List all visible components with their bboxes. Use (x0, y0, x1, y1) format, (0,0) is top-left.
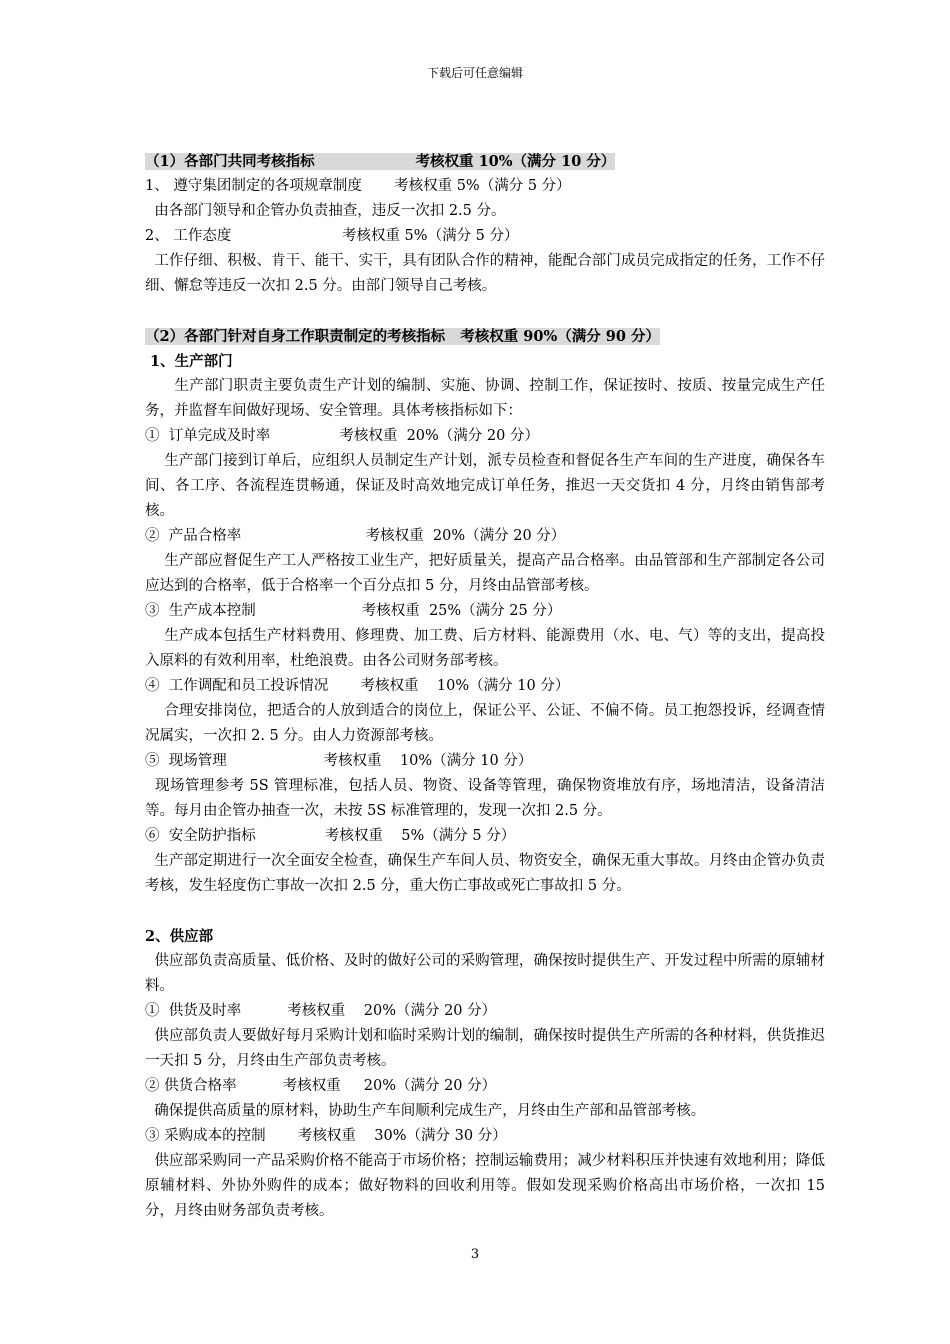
dept-2-item-2: ② 供货合格率 考核权重 20%（满分 20 分） (145, 1078, 497, 1094)
document-body (145, 149, 830, 1224)
dept-2-intro: 供应部负责高质量、低价格、及时的做好公司的采购管理，确保按时提供生产、开发过程中所需的原辅材料。 (145, 953, 826, 994)
dept-1-item-5-desc: 现场管理参考 5S 管理标准，包括人员、物资、设备等管理，确保物资堆放有序，场地清洁，设备清洁等。每月由企管办抽查一次，未按 5S 标准管理的，发现一次扣 2.5 分。 (145, 778, 826, 819)
dept-2-item-3: ③ 采购成本的控制 考核权重 30%（满分 30 分） (145, 1128, 507, 1144)
dept-1-item-4-desc: 合理安排岗位，把适合的人放到适合的岗位上，保证公平、公证、不偏不倚。员工抱怨投诉，经调查情况属实，一次扣 2. 5 分。由人力资源部考核。 (145, 703, 826, 744)
section-1-item-2-desc: 工作仔细、积极、肯干、能干、实干，具有团队合作的精神，能配合部门成员完成指定的任务，工作不仔细、懈怠等违反一次扣 2.5 分。由部门领导自己考核。 (145, 253, 826, 294)
dept-1-item-4: ④ 工作调配和员工投诉情况 考核权重 10%（满分 10 分） (145, 678, 570, 694)
dept-1-item-3-desc: 生产成本包括生产材料费用、修理费、加工费、后方材料、能源费用（水、电、气）等的支出，提高投入原料的有效利用率，杜绝浪费。由各公司财务部考核。 (145, 628, 826, 669)
dept-1-item-3: ③ 生产成本控制 考核权重 25%（满分 25 分） (145, 603, 562, 619)
dept-1-title: 1、生产部门 (145, 353, 233, 370)
dept-1-item-1: ① 订单完成及时率 考核权重 20%（满分 20 分） (145, 428, 539, 444)
dept-2-item-3-desc: 供应部采购同一产品采购价格不能高于市场价格；控制运输费用；减少材料积压并快速有效地利用；降低原辅材料、外协外购件的成本；做好物料的回收利用等。假如发现采购价格高出市场价格，一次扣 15 分，月终由财务部负责考核。 (145, 1153, 830, 1219)
dept-1-item-2-desc: 生产部应督促生产工人严格按工业生产，把好质量关，提高产品合格率。由品管部和生产部制定各公司应达到的合格率，低于合格率一个百分点扣 5 分，月终由品管部考核。 (145, 553, 826, 594)
section-1-item-1: 1、 遵守集团制定的各项规章制度 考核权重 5%（满分 5 分） (145, 178, 571, 194)
dept-2-title: 2、供应部 (145, 928, 214, 945)
section-2-heading: （2）各部门针对自身工作职责制定的考核指标 考核权重 90%（满分 90 分） (145, 328, 661, 345)
dept-2-item-1-desc: 供应部负责人要做好每月采购计划和临时采购计划的编制，确保按时提供生产所需的各种材料，供货推迟一天扣 5 分，月终由生产部负责考核。 (145, 1028, 826, 1069)
page-header: 下载后可任意编辑 (426, 66, 523, 80)
dept-1-item-2: ② 产品合格率 考核权重 20%（满分 20 分） (145, 528, 566, 544)
section-1-item-1-desc: 由各部门领导和企管办负责抽查，违反一次扣 2.5 分。 (145, 203, 506, 219)
dept-1-item-5: ⑤ 现场管理 考核权重 10%（满分 10 分） (145, 753, 533, 769)
dept-1-item-1-desc: 生产部门接到订单后，应组织人员制定生产计划，派专员检查和督促各生产车间的生产进度，确保各车间、各工序、各流程连贯畅通，保证及时高效地完成订单任务，推迟一天交货扣 4 分，月终由销售部考核。 (145, 453, 826, 519)
page-number: 3 (470, 1247, 480, 1262)
dept-2-item-2-desc: 确保提供高质量的原材料，协助生产车间顺利完成生产，月终由生产部和品管部考核。 (145, 1103, 706, 1119)
dept-1-item-6: ⑥ 安全防护指标 考核权重 5%（满分 5 分） (145, 828, 516, 844)
dept-2-item-1: ① 供货及时率 考核权重 20%（满分 20 分） (145, 1003, 497, 1019)
section-1-item-2: 2、 工作态度 考核权重 5%（满分 5 分） (145, 228, 519, 244)
dept-1-item-6-desc: 生产部定期进行一次全面安全检查，确保生产车间人员、物资安全，确保无重大事故。月终由企管办负责考核，发生轻度伤亡事故一次扣 2.5 分，重大伤亡事故或死亡事故扣 5 分。 (145, 853, 826, 894)
dept-1-intro: 生产部门职责主要负责生产计划的编制、实施、协调、控制工作，保证按时、按质、按量完成生产任务，并监督车间做好现场、安全管理。具体考核指标如下： (145, 378, 826, 419)
section-1-heading: （1）各部门共同考核指标 考核权重 10%（满分 10 分） (145, 153, 616, 170)
